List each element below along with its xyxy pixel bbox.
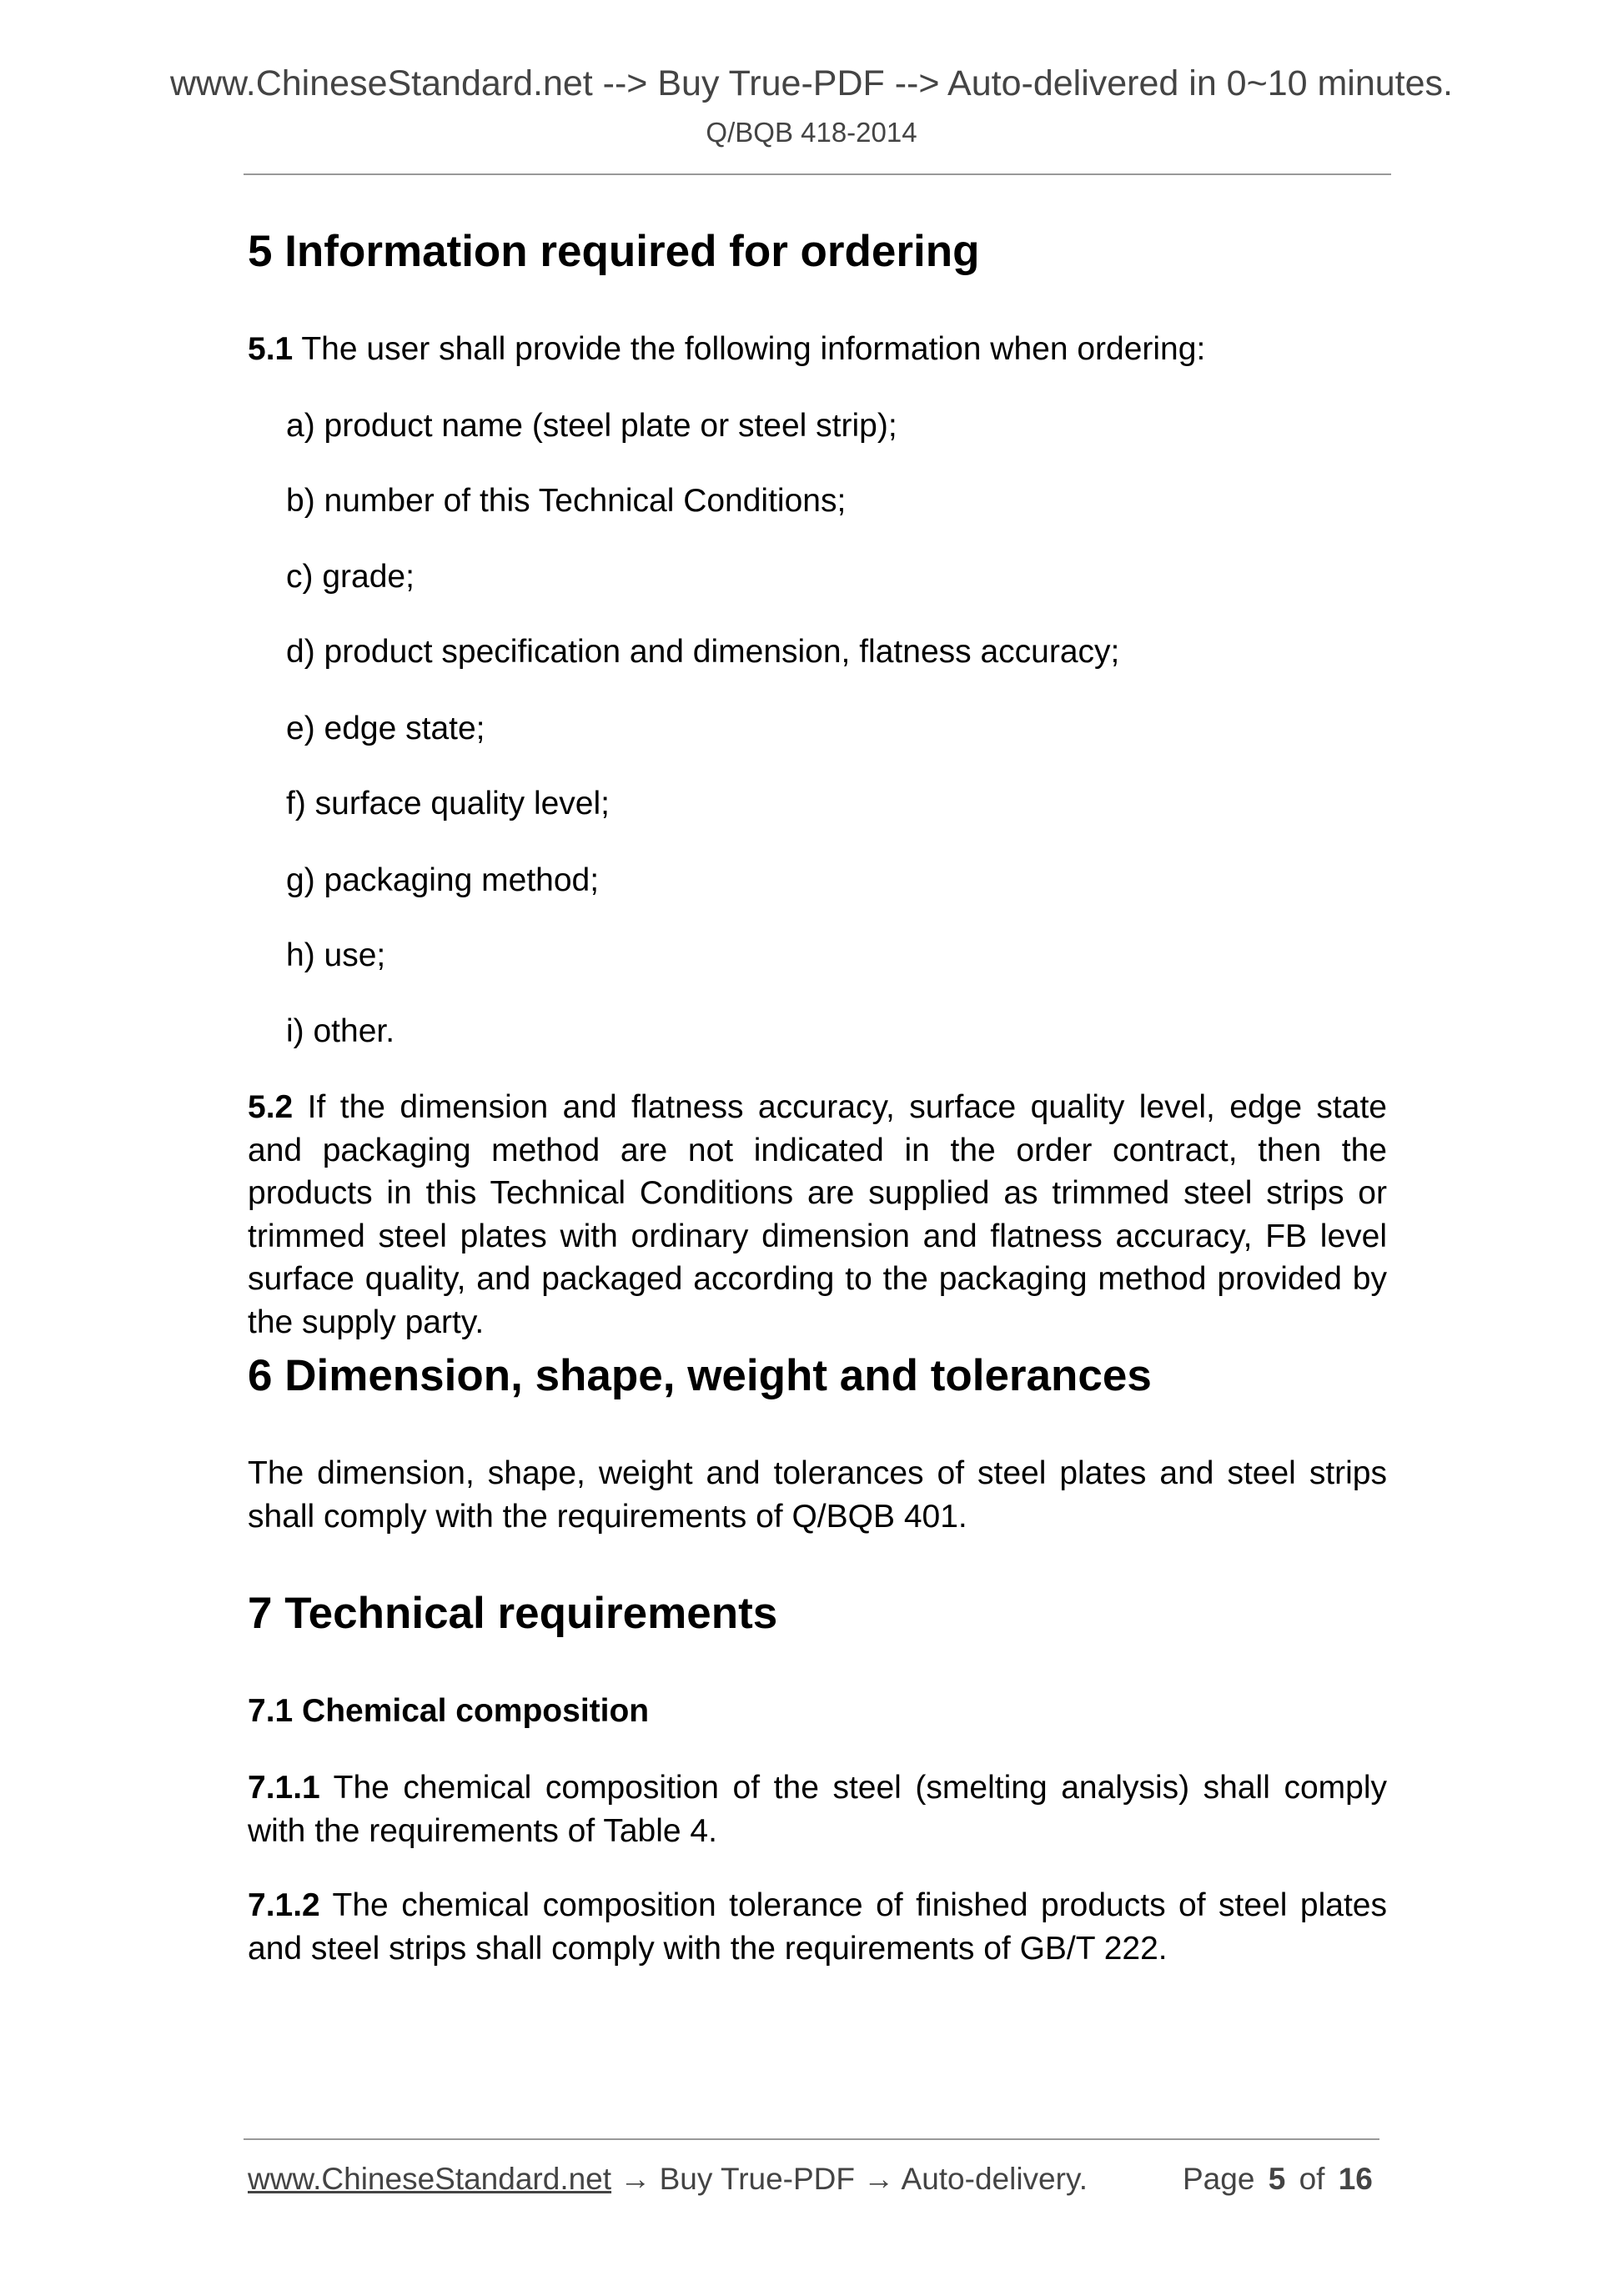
clause-text: The chemical composition of the steel (smelting analysis) shall comply with the requirements of Table 4. [248, 1770, 1387, 1849]
page-of: of [1299, 2162, 1325, 2196]
header-banner: www.ChineseStandard.net --> Buy True-PDF --> Auto-delivered in 0~10 minutes. [169, 63, 1453, 103]
clause-7-1-2 [248, 1884, 1387, 1970]
list-item: i) other. [286, 1013, 395, 1049]
clause-number: 7.1.2 [248, 1887, 320, 1923]
section-5-heading: 5 Information required for ordering [248, 227, 980, 276]
list-item: b) number of this Technical Conditions; [286, 483, 847, 519]
clause-number: 5.2 [248, 1089, 294, 1125]
header-divider [244, 173, 1391, 175]
section-6-text: The dimension, shape, weight and tolerances of steel plates and steel strips shall comply with the requirements of Q/BQB 401. [248, 1455, 1387, 1535]
footer-divider [244, 2138, 1379, 2140]
page-label: Page [1183, 2162, 1255, 2196]
clause-5-2 [248, 1086, 1387, 1344]
section-7-heading: 7 Technical requirements [248, 1589, 778, 1638]
list-item: g) packaging method; [286, 862, 600, 898]
document-id: Q/BQB 418-2014 [706, 117, 917, 148]
clause-number: 5.1 [248, 331, 294, 367]
clause-text: The chemical composition tolerance of finished products of steel plates and steel strips shall comply with the requirements of GB/T 222. [248, 1887, 1387, 1967]
page-number [1183, 2162, 1373, 2197]
clause-5-1 [248, 328, 1387, 371]
footer-text: → Buy True-PDF → Auto-delivery. [611, 2162, 1088, 2196]
list-item: e) edge state; [286, 711, 485, 746]
list-item: d) product specification and dimension, flatness accuracy; [286, 634, 1120, 670]
footer-left [248, 2162, 1088, 2197]
total-pages: 16 [1338, 2162, 1373, 2196]
subsection-7-1-heading: 7.1 Chemical composition [248, 1693, 650, 1729]
clause-text: The user shall provide the following information when ordering: [293, 331, 1206, 367]
list-item: a) product name (steel plate or steel strip); [286, 408, 897, 444]
list-item: h) use; [286, 937, 386, 973]
footer-link[interactable]: www.ChineseStandard.net [248, 2162, 612, 2196]
clause-text: If the dimension and flatness accuracy, surface quality level, edge state and packaging method are not indicated in the order contract, then the products in this Technical Conditions are supplied as trimmed steel strips or trimmed steel plates with ordinary dimension and flatness accuracy, FB level surface quality, and packaged according to the packaging method provided by the supply party. [248, 1089, 1387, 1340]
current-page: 5 [1268, 2162, 1286, 2196]
clause-7-1-1 [248, 1766, 1387, 1852]
section-6-heading: 6 Dimension, shape, weight and tolerances [248, 1351, 1152, 1400]
list-item: f) surface quality level; [286, 786, 611, 821]
list-item: c) grade; [286, 559, 415, 595]
clause-number: 7.1.1 [248, 1770, 320, 1806]
